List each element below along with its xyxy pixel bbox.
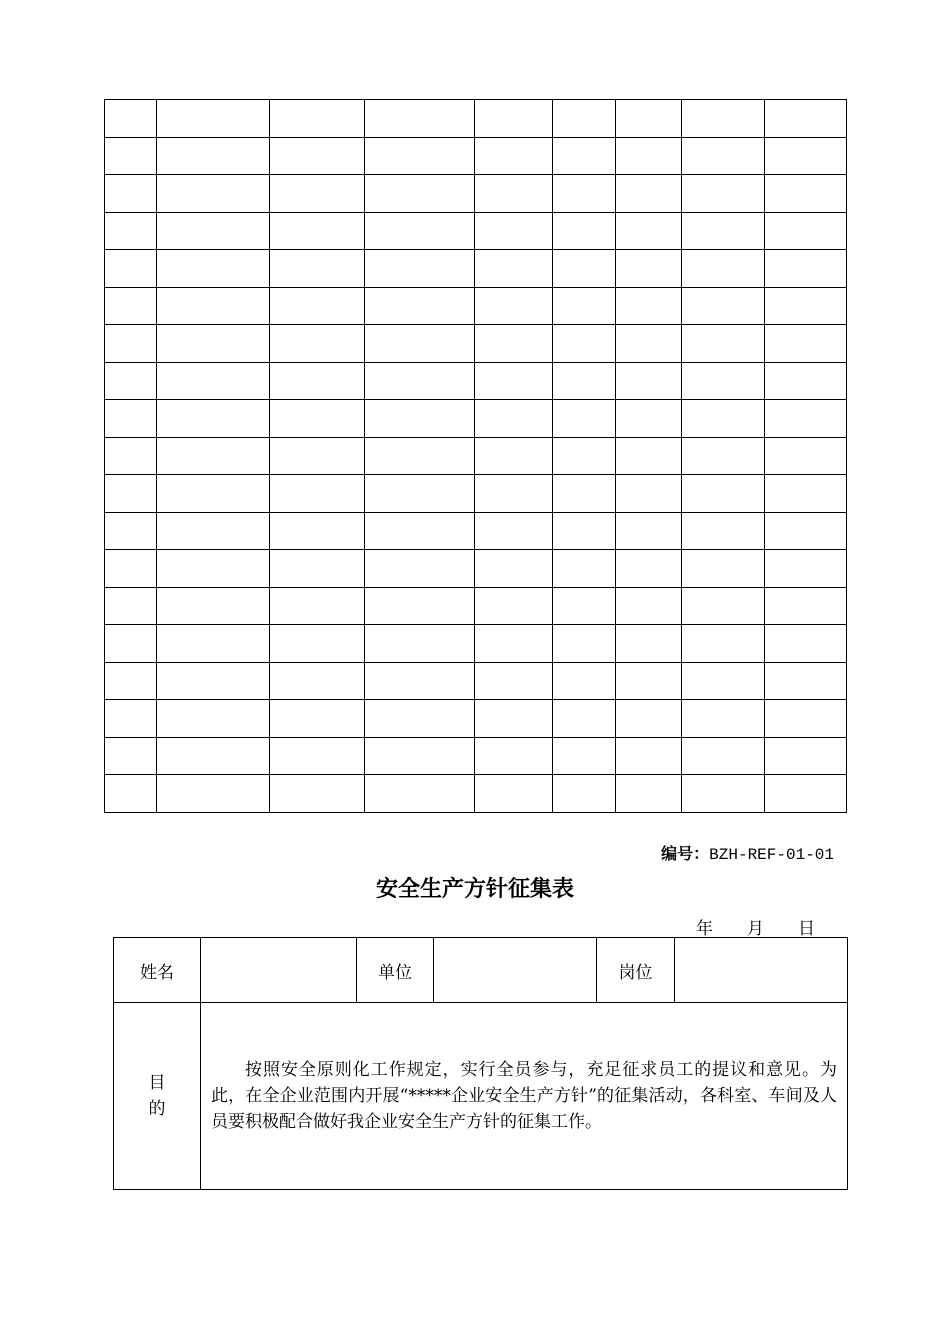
grid-cell[interactable] xyxy=(616,775,682,813)
grid-cell[interactable] xyxy=(765,362,847,400)
grid-cell[interactable] xyxy=(365,550,475,588)
grid-cell[interactable] xyxy=(270,737,365,775)
grid-cell[interactable] xyxy=(553,700,616,738)
grid-cell[interactable] xyxy=(682,287,765,325)
grid-cell[interactable] xyxy=(765,775,847,813)
grid-cell[interactable] xyxy=(682,475,765,513)
grid-row xyxy=(105,737,847,775)
grid-cell[interactable] xyxy=(553,475,616,513)
grid-cell[interactable] xyxy=(270,250,365,288)
grid-row xyxy=(105,775,847,813)
grid-cell[interactable] xyxy=(105,550,157,588)
grid-cell[interactable] xyxy=(682,512,765,550)
name-field[interactable] xyxy=(201,938,357,1003)
form-code-label: 编号： xyxy=(661,844,710,863)
grid-row xyxy=(105,325,847,363)
grid-cell[interactable] xyxy=(270,475,365,513)
grid-row xyxy=(105,625,847,663)
grid-cell[interactable] xyxy=(475,662,553,700)
grid-cell[interactable] xyxy=(105,737,157,775)
grid-cell[interactable] xyxy=(157,137,270,175)
grid-cell[interactable] xyxy=(105,287,157,325)
grid-cell[interactable] xyxy=(270,287,365,325)
grid-cell[interactable] xyxy=(765,325,847,363)
grid-cell[interactable] xyxy=(105,100,157,138)
purpose-label-line2: 的 xyxy=(148,1099,166,1119)
grid-cell[interactable] xyxy=(765,512,847,550)
purpose-text: 按照安全原则化工作规定，实行全员参与，充足征求员工的提议和意见。为此，在全企业范围内开展“*****企业安全生产方针”的征集活动，各科室、车间及人员要积极配合做好我企业安全生产方针的征集工作。 xyxy=(201,1003,848,1190)
grid-cell[interactable] xyxy=(553,775,616,813)
grid-cell[interactable] xyxy=(365,250,475,288)
grid-cell[interactable] xyxy=(616,512,682,550)
grid-cell[interactable] xyxy=(765,625,847,663)
grid-cell[interactable] xyxy=(105,362,157,400)
collection-form-table xyxy=(113,937,848,1190)
grid-row xyxy=(105,550,847,588)
grid-cell[interactable] xyxy=(105,250,157,288)
grid-cell[interactable] xyxy=(765,550,847,588)
grid-cell[interactable] xyxy=(616,437,682,475)
grid-cell[interactable] xyxy=(616,550,682,588)
grid-cell[interactable] xyxy=(105,175,157,213)
grid-row xyxy=(105,287,847,325)
grid-cell[interactable] xyxy=(270,512,365,550)
grid-cell[interactable] xyxy=(616,475,682,513)
date-month: 月 xyxy=(747,919,764,939)
grid-cell[interactable] xyxy=(157,212,270,250)
grid-cell[interactable] xyxy=(270,137,365,175)
grid-cell[interactable] xyxy=(682,100,765,138)
grid-cell[interactable] xyxy=(682,325,765,363)
grid-cell[interactable] xyxy=(765,587,847,625)
grid-cell[interactable] xyxy=(157,437,270,475)
grid-cell[interactable] xyxy=(157,362,270,400)
grid-cell[interactable] xyxy=(616,587,682,625)
grid-cell[interactable] xyxy=(475,475,553,513)
grid-cell[interactable] xyxy=(365,512,475,550)
grid-cell[interactable] xyxy=(553,512,616,550)
grid-row xyxy=(105,400,847,438)
grid-cell[interactable] xyxy=(682,437,765,475)
grid-cell[interactable] xyxy=(765,737,847,775)
grid-cell[interactable] xyxy=(553,662,616,700)
grid-cell[interactable] xyxy=(475,437,553,475)
grid-cell[interactable] xyxy=(616,250,682,288)
grid-cell[interactable] xyxy=(765,700,847,738)
grid-cell[interactable] xyxy=(105,325,157,363)
grid-cell[interactable] xyxy=(105,625,157,663)
grid-cell[interactable] xyxy=(105,662,157,700)
grid-row xyxy=(105,212,847,250)
date-day: 日 xyxy=(798,919,815,939)
grid-cell[interactable] xyxy=(475,287,553,325)
grid-cell[interactable] xyxy=(157,175,270,213)
grid-cell[interactable] xyxy=(682,400,765,438)
grid-cell[interactable] xyxy=(157,700,270,738)
grid-cell[interactable] xyxy=(270,212,365,250)
grid-cell[interactable] xyxy=(270,400,365,438)
form-purpose-row xyxy=(114,1003,848,1190)
grid-cell[interactable] xyxy=(475,250,553,288)
grid-cell[interactable] xyxy=(682,137,765,175)
grid-cell[interactable] xyxy=(105,700,157,738)
grid-cell[interactable] xyxy=(553,212,616,250)
grid-cell[interactable] xyxy=(475,512,553,550)
grid-cell[interactable] xyxy=(365,287,475,325)
grid-cell[interactable] xyxy=(616,662,682,700)
purpose-label xyxy=(114,1003,201,1190)
grid-cell[interactable] xyxy=(682,737,765,775)
grid-cell[interactable] xyxy=(553,362,616,400)
grid-cell[interactable] xyxy=(365,587,475,625)
grid-cell[interactable] xyxy=(765,100,847,138)
grid-cell[interactable] xyxy=(365,475,475,513)
grid-cell[interactable] xyxy=(365,700,475,738)
grid-cell[interactable] xyxy=(616,737,682,775)
grid-cell[interactable] xyxy=(682,625,765,663)
grid-row xyxy=(105,700,847,738)
grid-cell[interactable] xyxy=(475,775,553,813)
grid-cell[interactable] xyxy=(105,587,157,625)
grid-cell[interactable] xyxy=(270,362,365,400)
grid-cell[interactable] xyxy=(765,662,847,700)
grid-cell[interactable] xyxy=(475,212,553,250)
grid-row xyxy=(105,137,847,175)
grid-cell[interactable] xyxy=(475,325,553,363)
grid-cell[interactable] xyxy=(157,625,270,663)
grid-cell[interactable] xyxy=(616,175,682,213)
grid-row xyxy=(105,362,847,400)
grid-cell[interactable] xyxy=(616,400,682,438)
grid-cell[interactable] xyxy=(682,175,765,213)
grid-cell[interactable] xyxy=(475,362,553,400)
grid-cell[interactable] xyxy=(682,250,765,288)
grid-cell[interactable] xyxy=(682,775,765,813)
grid-row xyxy=(105,512,847,550)
grid-row xyxy=(105,250,847,288)
grid-cell[interactable] xyxy=(765,400,847,438)
grid-row xyxy=(105,662,847,700)
grid-cell[interactable] xyxy=(616,325,682,363)
grid-cell[interactable] xyxy=(616,100,682,138)
form-title: 安全生产方针征集表 xyxy=(375,877,574,902)
grid-cell[interactable] xyxy=(682,550,765,588)
grid-cell[interactable] xyxy=(270,662,365,700)
grid-cell[interactable] xyxy=(765,437,847,475)
grid-cell[interactable] xyxy=(157,662,270,700)
grid-cell[interactable] xyxy=(157,287,270,325)
grid-cell[interactable] xyxy=(475,400,553,438)
grid-cell[interactable] xyxy=(365,775,475,813)
grid-cell[interactable] xyxy=(616,700,682,738)
grid-cell[interactable] xyxy=(553,137,616,175)
grid-cell[interactable] xyxy=(553,737,616,775)
grid-cell[interactable] xyxy=(475,700,553,738)
grid-cell[interactable] xyxy=(765,212,847,250)
grid-cell[interactable] xyxy=(765,287,847,325)
grid-cell[interactable] xyxy=(270,625,365,663)
post-field[interactable] xyxy=(675,938,848,1003)
grid-cell[interactable] xyxy=(270,700,365,738)
unit-label: 单位 xyxy=(357,938,434,1003)
grid-cell[interactable] xyxy=(553,287,616,325)
grid-cell[interactable] xyxy=(682,700,765,738)
grid-cell[interactable] xyxy=(365,662,475,700)
grid-cell[interactable] xyxy=(157,587,270,625)
form-date xyxy=(696,914,815,939)
form-code-value: BZH-REF-01-01 xyxy=(709,846,834,864)
grid-cell[interactable] xyxy=(682,662,765,700)
grid-cell[interactable] xyxy=(616,362,682,400)
grid-cell[interactable] xyxy=(682,362,765,400)
grid-row xyxy=(105,100,847,138)
grid-cell[interactable] xyxy=(365,137,475,175)
grid-cell[interactable] xyxy=(365,737,475,775)
grid-cell[interactable] xyxy=(553,625,616,663)
grid-cell[interactable] xyxy=(553,250,616,288)
grid-cell[interactable] xyxy=(105,437,157,475)
grid-cell[interactable] xyxy=(765,475,847,513)
grid-cell[interactable] xyxy=(157,775,270,813)
grid-cell[interactable] xyxy=(157,325,270,363)
grid-cell[interactable] xyxy=(553,175,616,213)
grid-cell[interactable] xyxy=(365,175,475,213)
grid-cell[interactable] xyxy=(157,100,270,138)
grid-cell[interactable] xyxy=(157,475,270,513)
grid-cell[interactable] xyxy=(616,625,682,663)
grid-cell[interactable] xyxy=(365,400,475,438)
grid-cell[interactable] xyxy=(270,587,365,625)
grid-row xyxy=(105,437,847,475)
name-label: 姓名 xyxy=(114,938,201,1003)
grid-cell[interactable] xyxy=(365,212,475,250)
grid-cell[interactable] xyxy=(157,512,270,550)
grid-row xyxy=(105,475,847,513)
grid-cell[interactable] xyxy=(270,437,365,475)
grid-cell[interactable] xyxy=(365,362,475,400)
grid-cell[interactable] xyxy=(765,137,847,175)
grid-cell[interactable] xyxy=(553,587,616,625)
grid-cell[interactable] xyxy=(365,625,475,663)
grid-cell[interactable] xyxy=(553,100,616,138)
grid-row xyxy=(105,587,847,625)
grid-cell[interactable] xyxy=(157,250,270,288)
grid-cell[interactable] xyxy=(157,400,270,438)
grid-cell[interactable] xyxy=(270,175,365,213)
grid-cell[interactable] xyxy=(270,100,365,138)
blank-grid-body xyxy=(105,100,847,813)
post-label: 岗位 xyxy=(597,938,675,1003)
grid-cell[interactable] xyxy=(105,137,157,175)
grid-cell[interactable] xyxy=(616,212,682,250)
grid-cell[interactable] xyxy=(475,550,553,588)
grid-cell[interactable] xyxy=(553,550,616,588)
grid-cell[interactable] xyxy=(365,100,475,138)
grid-cell[interactable] xyxy=(270,550,365,588)
grid-cell[interactable] xyxy=(682,212,765,250)
grid-cell[interactable] xyxy=(157,550,270,588)
grid-cell[interactable] xyxy=(475,587,553,625)
grid-cell[interactable] xyxy=(105,475,157,513)
grid-cell[interactable] xyxy=(157,737,270,775)
grid-cell[interactable] xyxy=(270,325,365,363)
grid-cell[interactable] xyxy=(475,100,553,138)
grid-cell[interactable] xyxy=(553,400,616,438)
grid-cell[interactable] xyxy=(553,325,616,363)
grid-cell[interactable] xyxy=(616,287,682,325)
grid-cell[interactable] xyxy=(105,212,157,250)
form-header-row xyxy=(114,938,848,1003)
grid-cell[interactable] xyxy=(365,437,475,475)
grid-cell[interactable] xyxy=(553,437,616,475)
grid-cell[interactable] xyxy=(616,137,682,175)
grid-cell[interactable] xyxy=(105,775,157,813)
grid-cell[interactable] xyxy=(270,775,365,813)
grid-row xyxy=(105,175,847,213)
grid-cell[interactable] xyxy=(105,400,157,438)
purpose-label-line1: 目 xyxy=(148,1073,166,1093)
grid-cell[interactable] xyxy=(105,512,157,550)
grid-cell[interactable] xyxy=(475,137,553,175)
unit-field[interactable] xyxy=(434,938,597,1003)
grid-cell[interactable] xyxy=(475,625,553,663)
grid-cell[interactable] xyxy=(475,737,553,775)
grid-cell[interactable] xyxy=(365,325,475,363)
date-year: 年 xyxy=(696,919,713,939)
grid-cell[interactable] xyxy=(765,175,847,213)
blank-grid-table xyxy=(104,99,847,813)
grid-cell[interactable] xyxy=(682,587,765,625)
grid-cell[interactable] xyxy=(765,250,847,288)
form-code xyxy=(661,841,834,864)
grid-cell[interactable] xyxy=(475,175,553,213)
